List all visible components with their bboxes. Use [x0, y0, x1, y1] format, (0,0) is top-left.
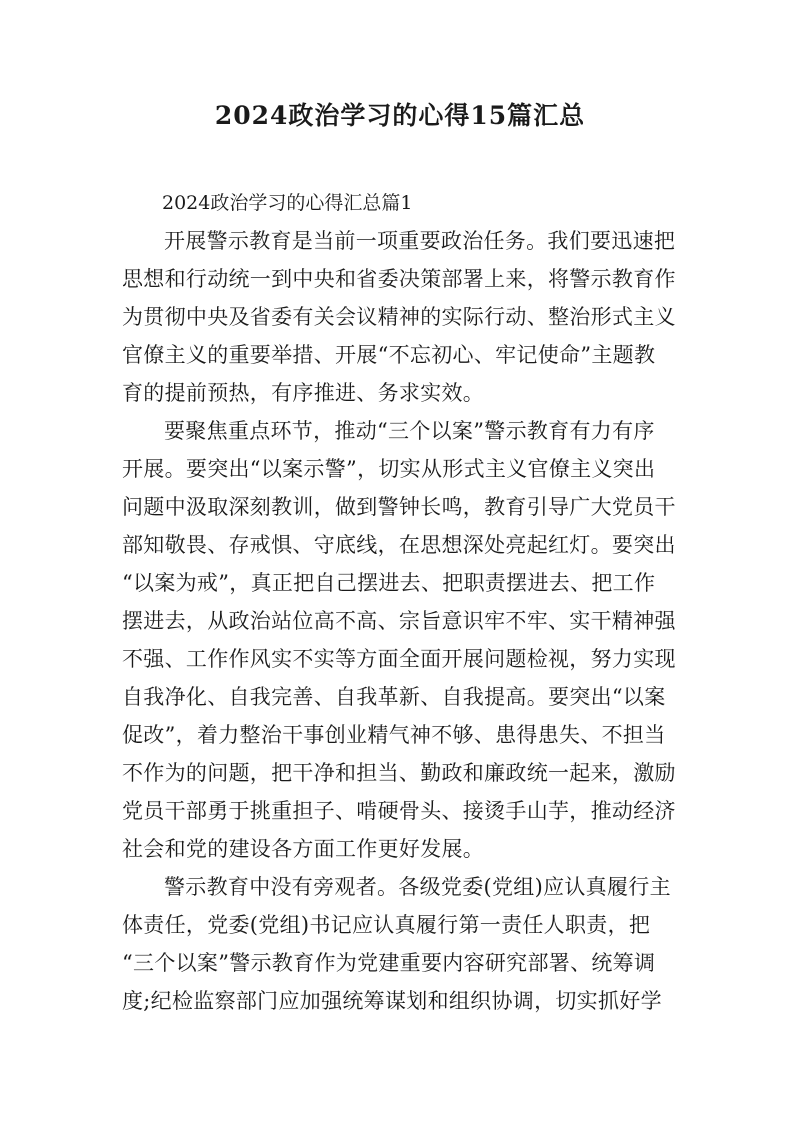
- paragraph-line: 不作为的问题，把干净和担当、勤政和廉政统一起来，激励: [122, 761, 676, 785]
- paragraph-line: 思想和行动统一到中央和省委决策部署上来，将警示教育作: [122, 267, 676, 291]
- paragraph-line: 摆进去，从政治站位高不高、宗旨意识牢不牢、实干精神强: [122, 609, 676, 633]
- paragraph-line: 开展。要突出“以案示警”，切实从形式主义官僚主义突出: [122, 457, 656, 481]
- paragraph-line: 不强、工作作风实不实等方面全面开展问题检视，努力实现: [122, 647, 676, 671]
- paragraph-line: 警示教育中没有旁观者。各级党委(党组)应认真履行主: [164, 875, 671, 899]
- paragraph-line: 部知敬畏、存戒惧、守底线，在思想深处亮起红灯。要突出: [122, 533, 676, 557]
- paragraph: [122, 222, 682, 412]
- document-title: 2024政治学习的心得15篇汇总: [214, 101, 586, 130]
- paragraph-line: 度;纪检监察部门应加强统筹谋划和组织协调，切实抓好学: [122, 989, 662, 1013]
- paragraph-line: 社会和党的建设各方面工作更好发展。: [122, 837, 485, 861]
- paragraph-line: 育的提前预热，有序推进、务求实效。: [122, 381, 485, 405]
- paragraph: [122, 868, 682, 1020]
- paragraph-line: “三个以案”警示教育作为党建重要内容研究部署、统筹调: [122, 951, 656, 975]
- paragraph-line: 官僚主义的重要举措、开展“不忘初心、牢记使命”主题教: [122, 343, 656, 367]
- section-heading: 2024政治学习的心得汇总篇1: [162, 192, 413, 214]
- paragraph-line: 自我净化、自我完善、自我革新、自我提高。要突出“以案: [122, 685, 666, 709]
- paragraph-line: “以案为戒”，真正把自己摆进去、把职责摆进去、把工作: [122, 571, 656, 595]
- paragraph-line: 为贯彻中央及省委有关会议精神的实际行动、整治形式主义: [122, 305, 676, 329]
- paragraph: [122, 412, 682, 868]
- paragraph-list: [122, 222, 682, 1020]
- paragraph-line: 开展警示教育是当前一项重要政治任务。我们要迅速把: [164, 229, 676, 253]
- paragraph-line: 要聚焦重点环节，推动“三个以案”警示教育有力有序: [164, 419, 655, 443]
- document-body: [122, 184, 682, 1020]
- paragraph-line: 党员干部勇于挑重担子、啃硬骨头、接烫手山芋，推动经济: [122, 799, 676, 823]
- paragraph-line: 促改”，着力整治干事创业精气神不够、患得患失、不担当: [122, 723, 666, 747]
- paragraph-line: 问题中汲取深刻教训，做到警钟长鸣，教育引导广大党员干: [122, 495, 676, 519]
- paragraph-line: 体责任，党委(党组)书记应认真履行第一责任人职责，把: [122, 913, 651, 937]
